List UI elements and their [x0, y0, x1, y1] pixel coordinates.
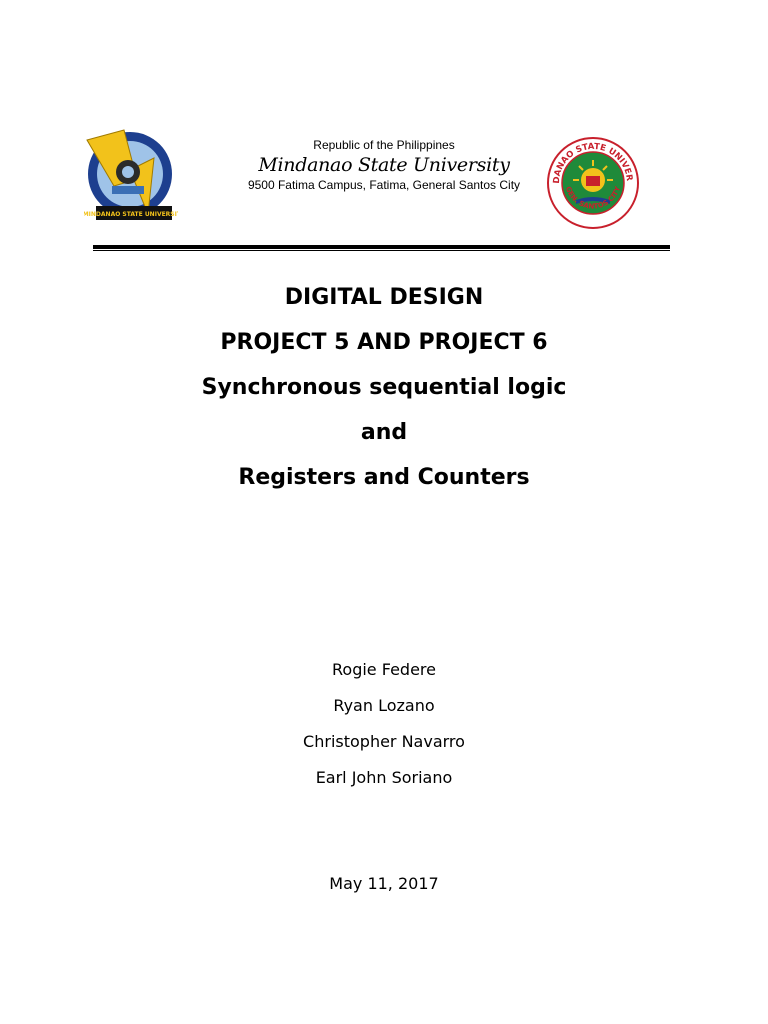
university-name: Mindanao State University	[258, 154, 510, 176]
header-divider	[93, 245, 670, 249]
title-line: Synchronous sequential logic	[201, 375, 567, 400]
right-logo-top-caption: DANAO STATE UNIVER	[551, 141, 635, 184]
msu-seal-icon	[546, 136, 640, 230]
republic-line: Republic of the Philippines	[313, 138, 455, 152]
submission-date: May 11, 2017	[329, 874, 439, 893]
university-address: 9500 Fatima Campus, Fatima, General Santos City	[247, 178, 521, 192]
right-logo-bottom-caption: GEN. SANTOS CITY	[563, 185, 623, 211]
letterhead	[0, 128, 768, 228]
left-logo-caption: MINDANAO STATE UNIVERSITY	[84, 211, 178, 218]
title-line: PROJECT 5 AND PROJECT 6	[220, 330, 548, 355]
author-name: Christopher Navarro	[303, 732, 465, 751]
title-line: and	[360, 420, 408, 445]
document-title	[0, 280, 768, 505]
letterhead-text	[200, 138, 568, 192]
author-name: Earl John Soriano	[315, 768, 453, 787]
engineering-society-seal-icon	[84, 128, 178, 224]
author-name: Rogie Federe	[332, 660, 436, 679]
header-divider-thin	[93, 250, 670, 251]
title-line: DIGITAL DESIGN	[284, 285, 484, 310]
author-name: Ryan Lozano	[333, 696, 435, 715]
author-list	[0, 656, 768, 800]
title-line: Registers and Counters	[238, 465, 530, 490]
